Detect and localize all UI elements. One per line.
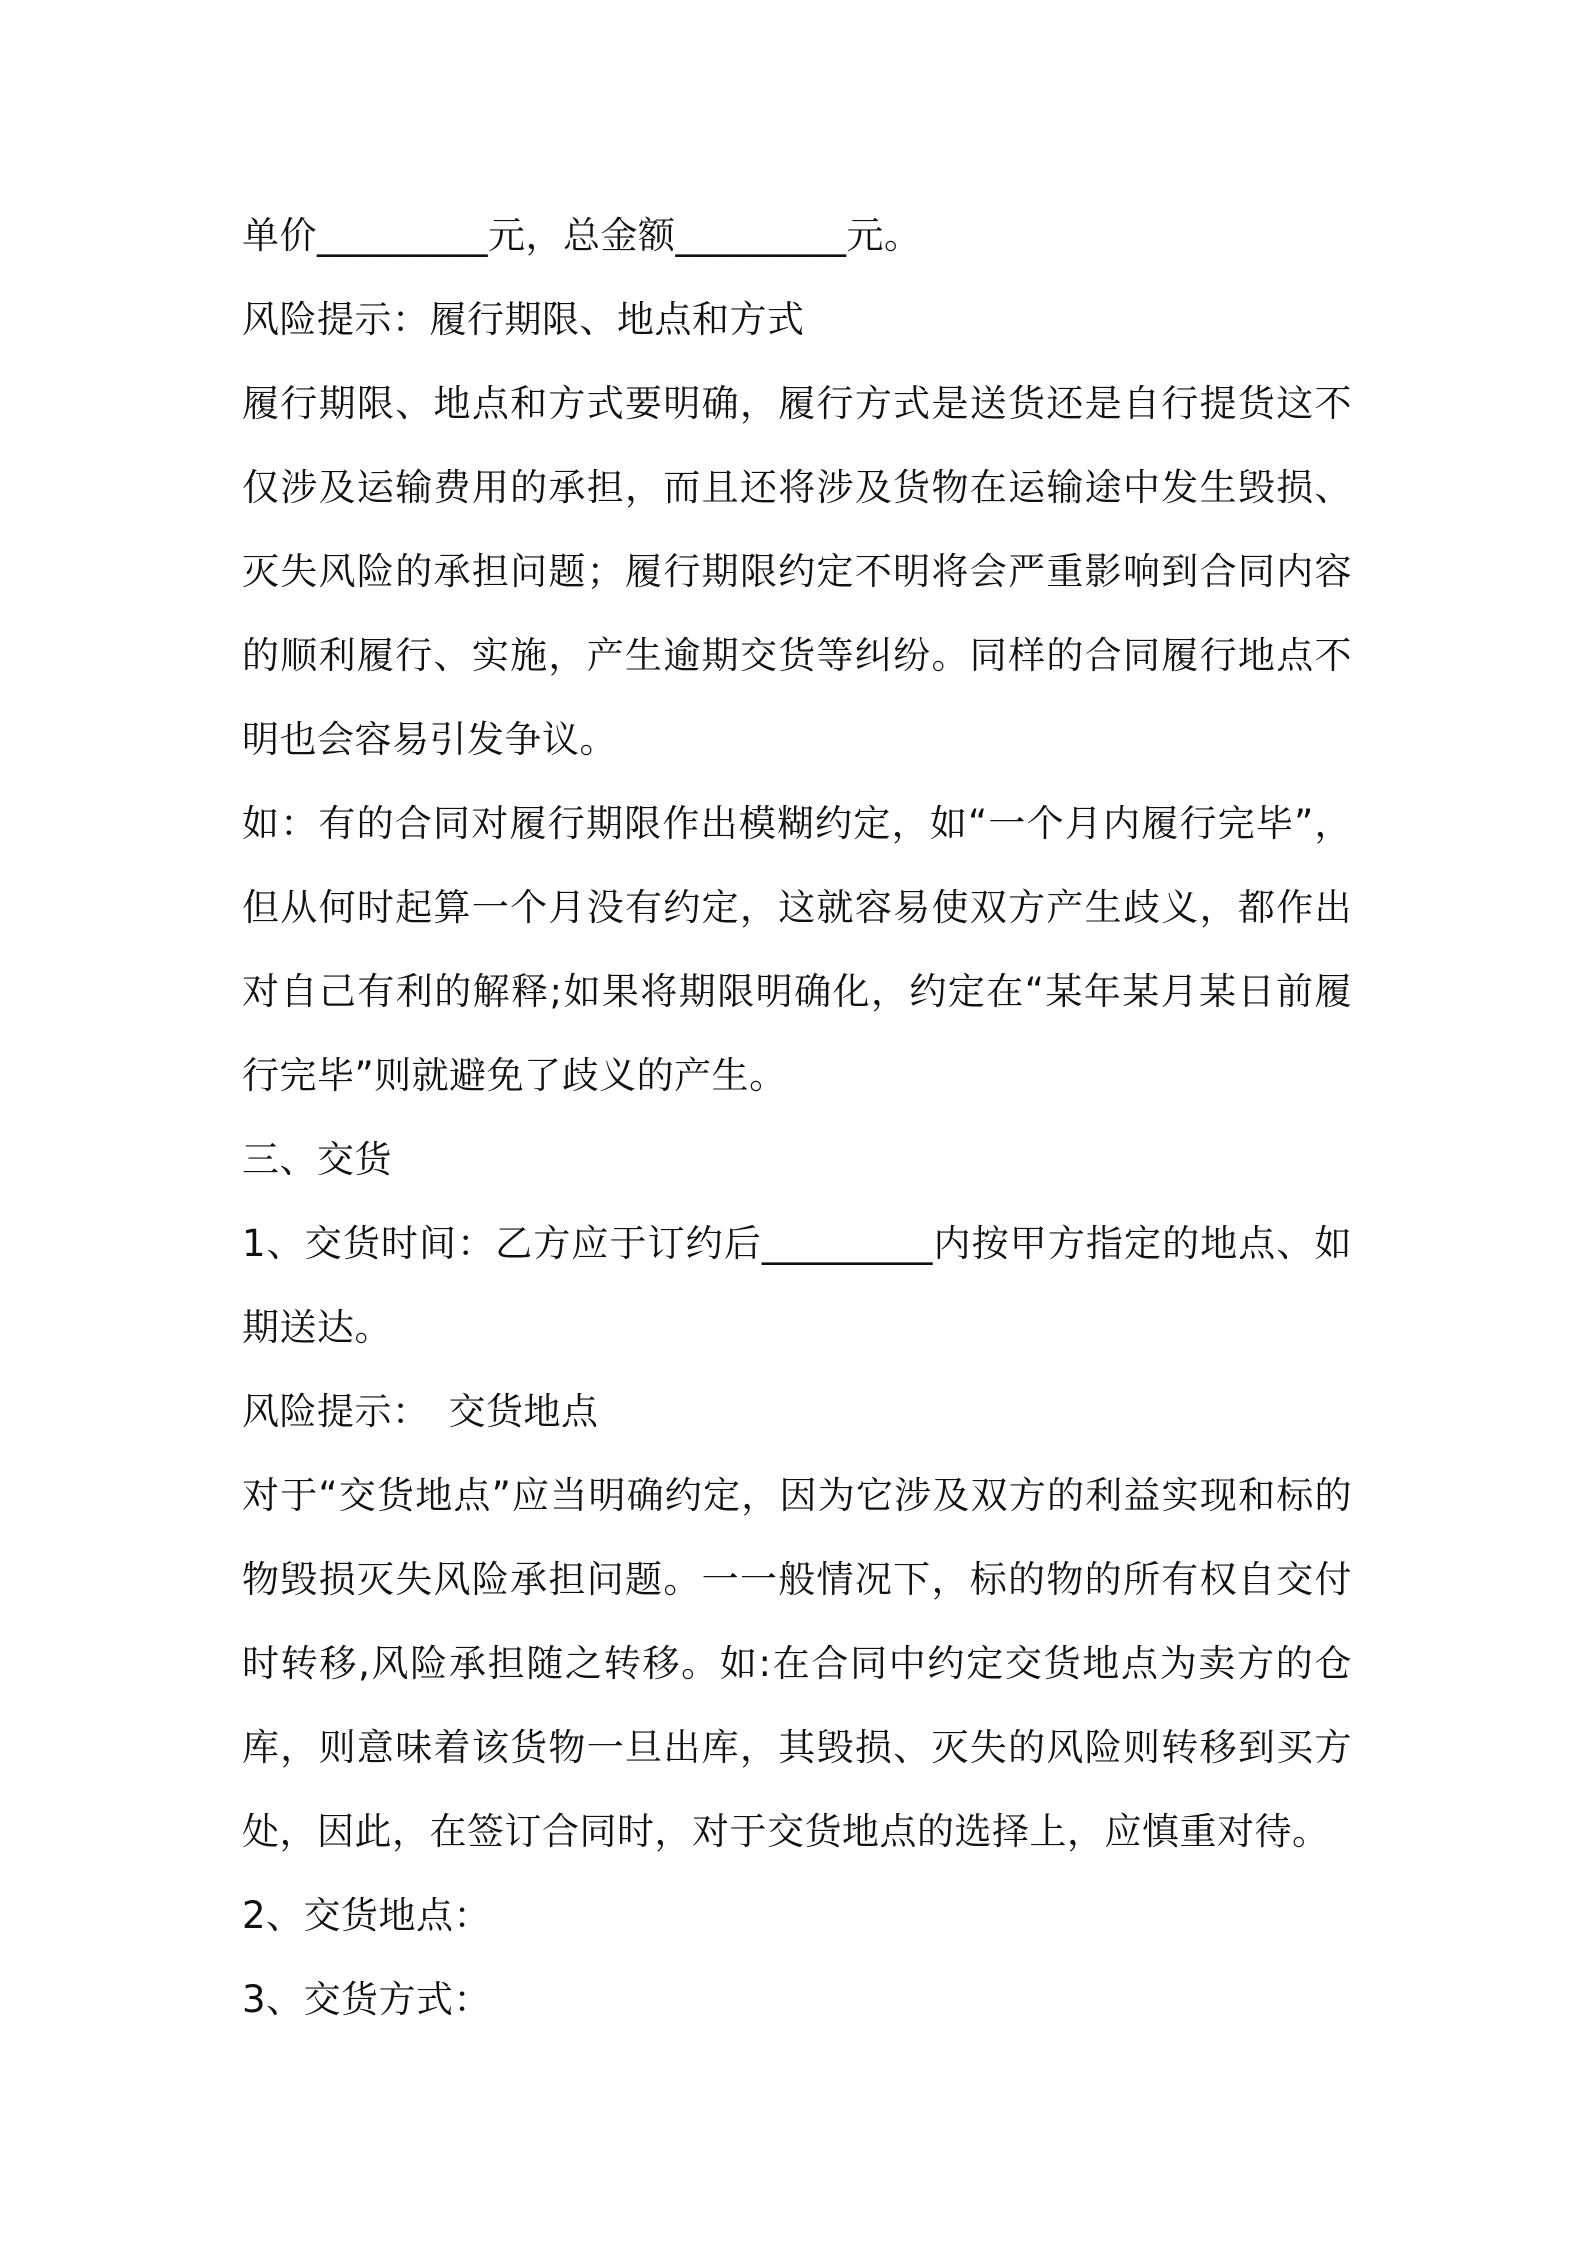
total-amount-label: 元，总金额	[488, 214, 676, 257]
delivery-place-item: 2、交货地点：	[242, 1894, 492, 1937]
delivery-time-rest: 内按甲方指定的地点、如期送达。	[242, 1222, 1353, 1349]
risk-tip-heading: 风险提示：履行期限、地点和方式	[242, 298, 805, 341]
delivery-time-blank: _________	[761, 1222, 933, 1265]
price-line	[242, 194, 1352, 278]
example-paragraph: 如：有的合同对履行期限作出模糊约定，如“一个月内履行完毕”，但从何时起算一个月没有约定，这就容易使双方产生歧义，都作出对自己有利的解释;如果将期限明确化，约定在“某年某月某日前履行完毕”则就避免了歧义的产生。	[242, 802, 1352, 1097]
document-body	[242, 194, 1352, 2042]
delivery-time-item	[242, 1202, 1352, 1370]
performance-terms-paragraph: 履行期限、地点和方式要明确，履行方式是送货还是自行提货这不仅涉及运输费用的承担，而且还将涉及货物在运输途中发生毁损、灭失风险的承担问题；履行期限约定不明将会严重影响到合同内容的顺利履行、实施，产生逾期交货等纠纷。同样的合同履行地点不明也会容易引发争议。	[242, 382, 1352, 761]
delivery-time-label: 1、交货时间：乙方应于订约后	[242, 1222, 762, 1265]
delivery-method-item: 3、交货方式：	[242, 1978, 492, 2021]
currency-suffix: 元。	[846, 214, 922, 257]
delivery-place-paragraph: 对于“交货地点”应当明确约定，因为它涉及双方的利益实现和标的物毁损灭失风险承担问题。一一般情况下，标的物的所有权自交付时转移,风险承担随之转移。如:在合同中约定交货地点为卖方的仓库，则意味着该货物一旦出库，其毁损、灭失的风险则转移到买方处，因此，在签订合同时，对于交货地点的选择上，应慎重对待。	[242, 1474, 1352, 1853]
unit-price-label: 单价	[242, 214, 317, 257]
risk-tip-heading-delivery-place: 风险提示： 交货地点	[242, 1390, 599, 1433]
section-title-delivery: 三、交货	[242, 1138, 392, 1181]
total-amount-blank: _________	[675, 214, 847, 257]
unit-price-blank: _________	[317, 214, 488, 257]
